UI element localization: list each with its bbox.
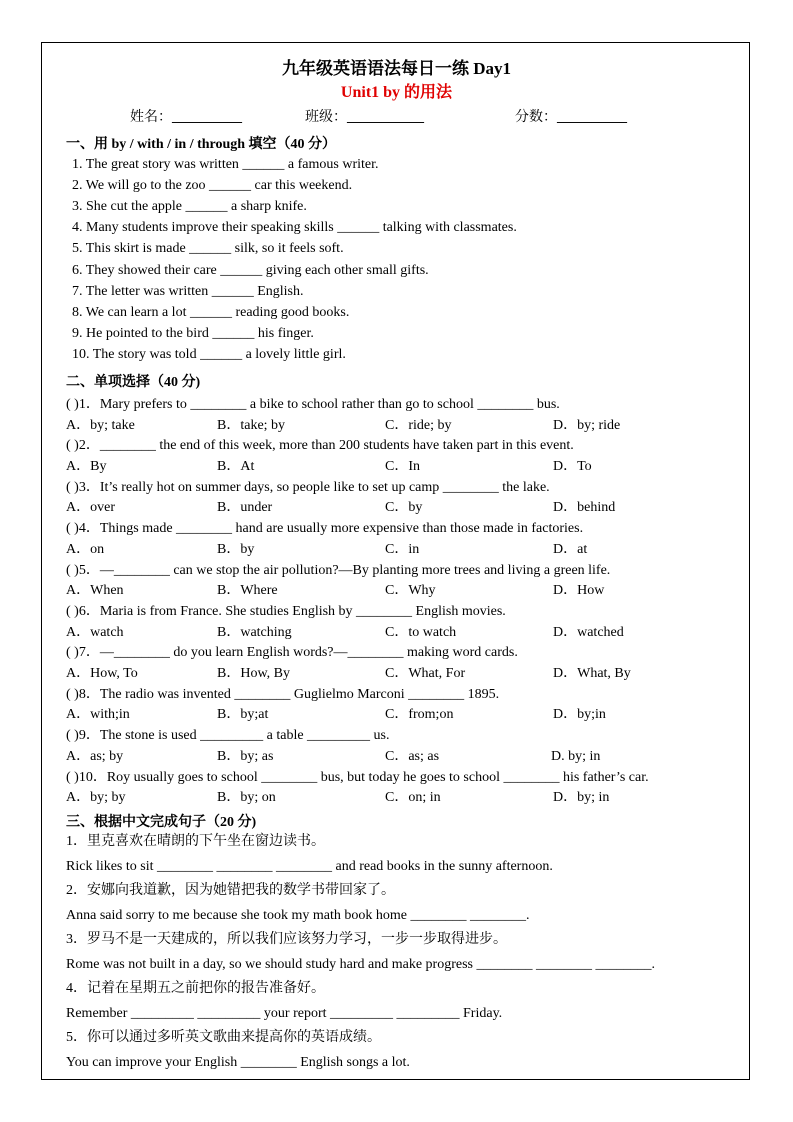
score-blank: __________: [557, 110, 627, 125]
choice-option-d: D．What, By: [553, 665, 631, 681]
english-sentence: Remember _________ _________ your report _________ _________ Friday.: [66, 1006, 503, 1021]
fill-blank-item: 3. She cut the apple ______ a sharp knife.: [72, 199, 307, 215]
choice-option-b: B．by;at: [217, 707, 269, 723]
choice-option-c: C．as; as: [385, 748, 440, 764]
choice-option-c: C．in: [385, 541, 420, 557]
choice-option-d: D．at: [553, 541, 588, 557]
choice-option-a: A．on: [66, 541, 105, 557]
chinese-prompt: 5．你可以通过多听英文歌曲来提高你的英语成绩。: [66, 1030, 381, 1045]
choice-option-d: D．watched: [553, 624, 624, 640]
name-blank: __________: [172, 110, 242, 125]
choice-option-a: A．By: [66, 458, 107, 474]
choice-option-c: C．What, For: [385, 665, 466, 681]
choice-option-a: A．over: [66, 500, 115, 516]
choice-option-d: D．by; in: [553, 790, 610, 806]
choice-option-c: C．In: [385, 458, 420, 474]
choice-option-d: D．behind: [553, 500, 616, 516]
choice-option-a: A．by; by: [66, 790, 126, 806]
choice-question: ( )3．It’s really hot on summer days, so people like to set up camp ________ the lake.: [66, 479, 550, 495]
choice-option-d: D．by; ride: [553, 417, 621, 433]
choice-question: ( )5．—________ can we stop the air pollution?—By planting more trees and living a green life.: [66, 562, 611, 578]
choice-option-a: A．When: [66, 583, 124, 599]
choice-question: ( )8．The radio was invented ________ Guglielmo Marconi ________ 1895.: [66, 686, 500, 702]
choice-option-a: A．with;in: [66, 707, 130, 723]
choice-option-b: B．watching: [217, 624, 292, 640]
choice-option-d: D．To: [553, 458, 592, 474]
choice-option-b: B．At: [217, 458, 255, 474]
section3-heading: 三、根据中文完成句子（20 分): [66, 815, 257, 830]
choice-option-b: B．by: [217, 541, 255, 557]
choice-question: ( )2．________ the end of this week, more than 200 students have taken part in this event.: [66, 438, 574, 454]
choice-option-c: C．ride; by: [385, 417, 452, 433]
choice-option-b: B．by; on: [217, 790, 276, 806]
choice-option-a: A．How, To: [66, 665, 138, 681]
fill-blank-item: 4. Many students improve their speaking skills ______ talking with classmates.: [72, 220, 517, 236]
fill-blank-item: 10. The story was told ______ a lovely little girl.: [72, 346, 346, 362]
choice-option-c: C．by: [385, 500, 423, 516]
fill-blank-item: 2. We will go to the zoo ______ car this weekend.: [72, 178, 353, 194]
name-field: [130, 106, 242, 126]
english-sentence: Rome was not built in a day, so we should study hard and make progress ________ ________ ________.: [66, 957, 655, 972]
choice-option-b: B．by; as: [217, 748, 274, 764]
choice-option-d: D. by; in: [551, 748, 601, 764]
choice-question: ( )9．The stone is used _________ a table _________ us.: [66, 728, 390, 744]
fill-blank-item: 8. We can learn a lot ______ reading good books.: [72, 304, 350, 320]
fill-blank-item: 5. This skirt is made ______ silk, so it feels soft.: [72, 241, 344, 257]
page-subtitle: Unit1 by 的用法: [340, 84, 453, 101]
choice-option-b: B．Where: [217, 583, 278, 599]
name-label: 姓名：: [130, 110, 172, 125]
choice-option-a: A．watch: [66, 624, 124, 640]
choice-option-c: C．to watch: [385, 624, 457, 640]
chinese-prompt: 2．安娜向我道歉，因为她错把我的数学书带回家了。: [66, 883, 395, 898]
score-label: 分数：: [515, 110, 557, 125]
choice-question: ( )1．Mary prefers to ________ a bike to school rather than go to school ________ bus.: [66, 397, 560, 412]
chinese-prompt: 4．记着在星期五之前把你的报告准备好。: [66, 981, 325, 996]
choice-question: ( )4．Things made ________ hand are usually more expensive than those made in factories.: [66, 521, 584, 537]
fill-blank-item: 1. The great story was written ______ a famous writer.: [72, 157, 379, 172]
choice-option-d: D．by;in: [553, 707, 606, 723]
score-field: [515, 106, 627, 126]
section2-heading: 二、单项选择（40 分): [66, 375, 201, 390]
choice-option-c: C．from;on: [385, 707, 454, 723]
choice-option-b: B．take; by: [217, 417, 286, 433]
choice-option-a: A．by; take: [66, 417, 135, 433]
class-blank: ___________: [347, 110, 424, 125]
chinese-prompt: 1．里克喜欢在晴朗的下午坐在窗边读书。: [66, 834, 325, 849]
choice-option-b: B．How, By: [217, 665, 290, 681]
choice-option-b: B．under: [217, 500, 273, 516]
choice-option-c: C．on; in: [385, 790, 441, 806]
class-label: 班级：: [305, 110, 347, 125]
choice-question: ( )7．—________ do you learn English words?—________ making word cards.: [66, 645, 518, 661]
section1-heading: 一、用 by / with / in / through 填空（40 分）: [66, 137, 337, 152]
english-sentence: Anna said sorry to me because she took my math book home ________ ________.: [66, 908, 530, 923]
choice-option-d: D．How: [553, 583, 605, 599]
choice-question: ( )10．Roy usually goes to school ________ bus, but today he goes to school ________ his father’s car.: [66, 769, 649, 785]
fill-blank-item: 7. The letter was written ______ English.: [72, 283, 304, 299]
choice-option-c: C．Why: [385, 583, 436, 599]
fill-blank-item: 9. He pointed to the bird ______ his finger.: [72, 325, 314, 341]
english-sentence: You can improve your English ________ English songs a lot.: [66, 1055, 410, 1070]
fill-blank-item: 6. They showed their care ______ giving each other small gifts.: [72, 262, 429, 278]
choice-option-a: A．as; by: [66, 748, 124, 764]
english-sentence: Rick likes to sit ________ ________ ________ and read books in the sunny afternoon.: [66, 859, 553, 874]
chinese-prompt: 3．罗马不是一天建成的，所以我们应该努力学习，一步一步取得进步。: [66, 932, 507, 947]
page-title: 九年级英语语法每日一练 Day1: [281, 59, 512, 78]
choice-question: ( )6．Maria is from France. She studies English by ________ English movies.: [66, 604, 506, 619]
class-field: [305, 106, 424, 126]
